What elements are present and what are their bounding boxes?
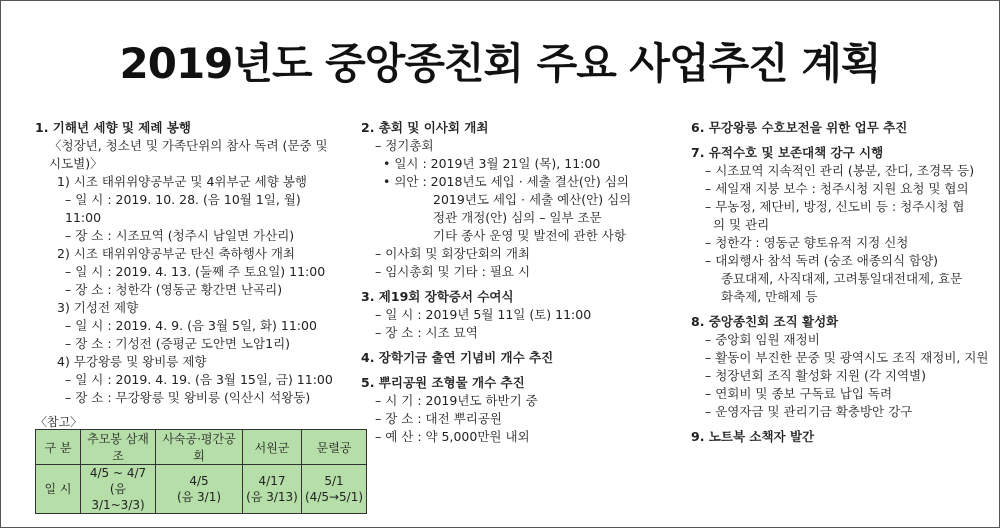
reference-table <box>35 429 367 514</box>
reference-header-row <box>36 430 367 465</box>
date-cell: 5/1 (4/5→5/1) <box>302 465 367 514</box>
text-line: • 의안 : 2018년도 세입 · 세출 결산(안) 심의 <box>383 174 629 189</box>
text-line: – 대외행사 참석 독려 (숭조 애종의식 함양) <box>705 253 939 268</box>
text-line: – 장 소 : 기성전 (증평군 도안면 노암1리) <box>65 336 291 351</box>
header-cell: 구 분 <box>36 430 81 465</box>
section-heading: 2. 총회 및 이사회 개최 <box>361 120 489 135</box>
text-line: 4) 무강왕릉 및 왕비릉 제향 <box>57 354 207 369</box>
text-line: – 시 기 : 2019년도 하반기 중 <box>375 393 538 408</box>
section-heading: 1. 기해년 세향 및 제례 봉행 <box>35 120 191 135</box>
text-line: – 무농정, 제단비, 방정, 신도비 등 : 청주시청 협 <box>705 199 965 214</box>
text-line: – 장 소 : 시조 묘역 <box>375 325 478 340</box>
header-cell: 추모봉 삼재조 <box>81 430 156 465</box>
section-heading: 9. 노트북 소책자 발간 <box>691 429 815 444</box>
text-line: • 일시 : 2019년 3월 21일 (목), 11:00 <box>383 156 601 171</box>
row-label-cell: 일 시 <box>36 465 81 514</box>
column-right <box>691 119 991 446</box>
text-line: – 이사회 및 회장단회의 개최 <box>375 246 530 261</box>
text-line: 화축제, 만해제 등 <box>721 289 818 304</box>
text-line: – 일 시 : 2019. 4. 13. (둘째 주 토요일) 11:00 <box>65 264 326 279</box>
column-middle <box>361 119 661 446</box>
date-cell: 4/17 (음 3/13) <box>243 465 302 514</box>
text-line: – 중앙회 임원 재정비 <box>705 332 820 347</box>
text-line: – 청장년회 조직 활성화 지원 (각 지역별) <box>705 368 926 383</box>
section-heading: 8. 중앙종친회 조직 활성화 <box>691 314 839 329</box>
text-line: 2019년도 세입 · 세출 예산(안) 심의 <box>433 192 632 207</box>
section-heading: 6. 무강왕릉 수호보전을 위한 업무 추진 <box>691 120 908 135</box>
date-cell: 4/5 (음 3/1) <box>156 465 243 514</box>
text-line: 정관 개정(안) 심의 – 일부 조문 <box>433 210 602 225</box>
text-line: – 연회비 및 종보 구독료 납입 독려 <box>705 386 893 401</box>
text-line: – 정기총회 <box>375 138 434 153</box>
section-heading: 4. 장학기금 출연 기념비 개수 추진 <box>361 350 554 365</box>
page-title: 2019년도 중앙종친회 주요 사업추진 계획 <box>119 39 881 88</box>
reference-date-row <box>36 465 367 514</box>
text-line: – 운영자금 및 관리기금 확충방안 강구 <box>705 404 913 419</box>
text-line: – 장 소 : 무강왕릉 및 왕비릉 (익산시 석왕동) <box>65 390 311 405</box>
text-line: 의 및 관리 <box>713 217 770 232</box>
text-line: – 일 시 : 2019. 4. 9. (음 3월 5일, 화) 11:00 <box>65 318 317 333</box>
date-cell: 4/5 ~ 4/7 (음 3/1~3/3) <box>81 465 156 514</box>
section-heading: 7. 유적수호 및 보존대책 강구 시행 <box>691 145 884 160</box>
text-line: – 임시총회 및 기타 : 필요 시 <box>375 264 531 279</box>
text-line: 1) 시조 태위위양공부군 및 4위부군 세향 봉행 <box>57 174 307 189</box>
text-line: 〈청장년, 청소년 및 가족단위의 참사 독려 (문중 및 시도별)〉 <box>49 138 328 171</box>
text-line: – 일 시 : 2019. 4. 19. (음 3월 15일, 금) 11:00 <box>65 372 333 387</box>
text-line: 종묘대제, 사직대제, 고려통일대전대제, 효문 <box>721 271 963 286</box>
text-line: – 활동이 부진한 문중 및 광역시도 조직 재정비, 지원 <box>705 350 989 365</box>
section-heading: 5. 뿌리공원 조형물 개수 추진 <box>361 375 525 390</box>
section-heading: 3. 제19회 장학증서 수여식 <box>361 289 514 304</box>
column-left <box>35 119 335 407</box>
reference-label: 〈참고〉 <box>35 415 83 429</box>
text-line: 3) 기성전 제향 <box>57 300 139 315</box>
text-line: – 장 소 : 시조묘역 (청주시 남일면 가산리) <box>65 228 295 243</box>
text-line: – 일 시 : 2019. 10. 28. (음 10월 1일, 월) 11:00 <box>65 192 301 225</box>
text-line: – 시조묘역 지속적인 관리 (봉분, 잔디, 조경목 등) <box>705 163 975 178</box>
text-line: – 장 소 : 대전 뿌리공원 <box>375 411 502 426</box>
text-line: 2) 시조 태위위양공부군 탄신 축하행사 개최 <box>57 246 295 261</box>
text-line: – 장 소 : 청한각 (영동군 황간면 난곡리) <box>65 282 283 297</box>
header-cell: 서원군 <box>243 430 302 465</box>
header-cell: 문렬공 <box>302 430 367 465</box>
text-line: – 예 산 : 약 5,000만원 내외 <box>375 429 530 444</box>
text-line: – 세일재 지붕 보수 : 청주시청 지원 요청 및 협의 <box>705 181 969 196</box>
header-cell: 사숙공·평간공 회 <box>156 430 243 465</box>
text-line: 기타 종사 운영 및 발전에 관한 사항 <box>433 228 626 243</box>
text-line: – 청한각 : 영동군 향토유적 지정 신청 <box>705 235 909 250</box>
text-line: – 일 시 : 2019년 5월 11일 (토) 11:00 <box>375 307 592 322</box>
